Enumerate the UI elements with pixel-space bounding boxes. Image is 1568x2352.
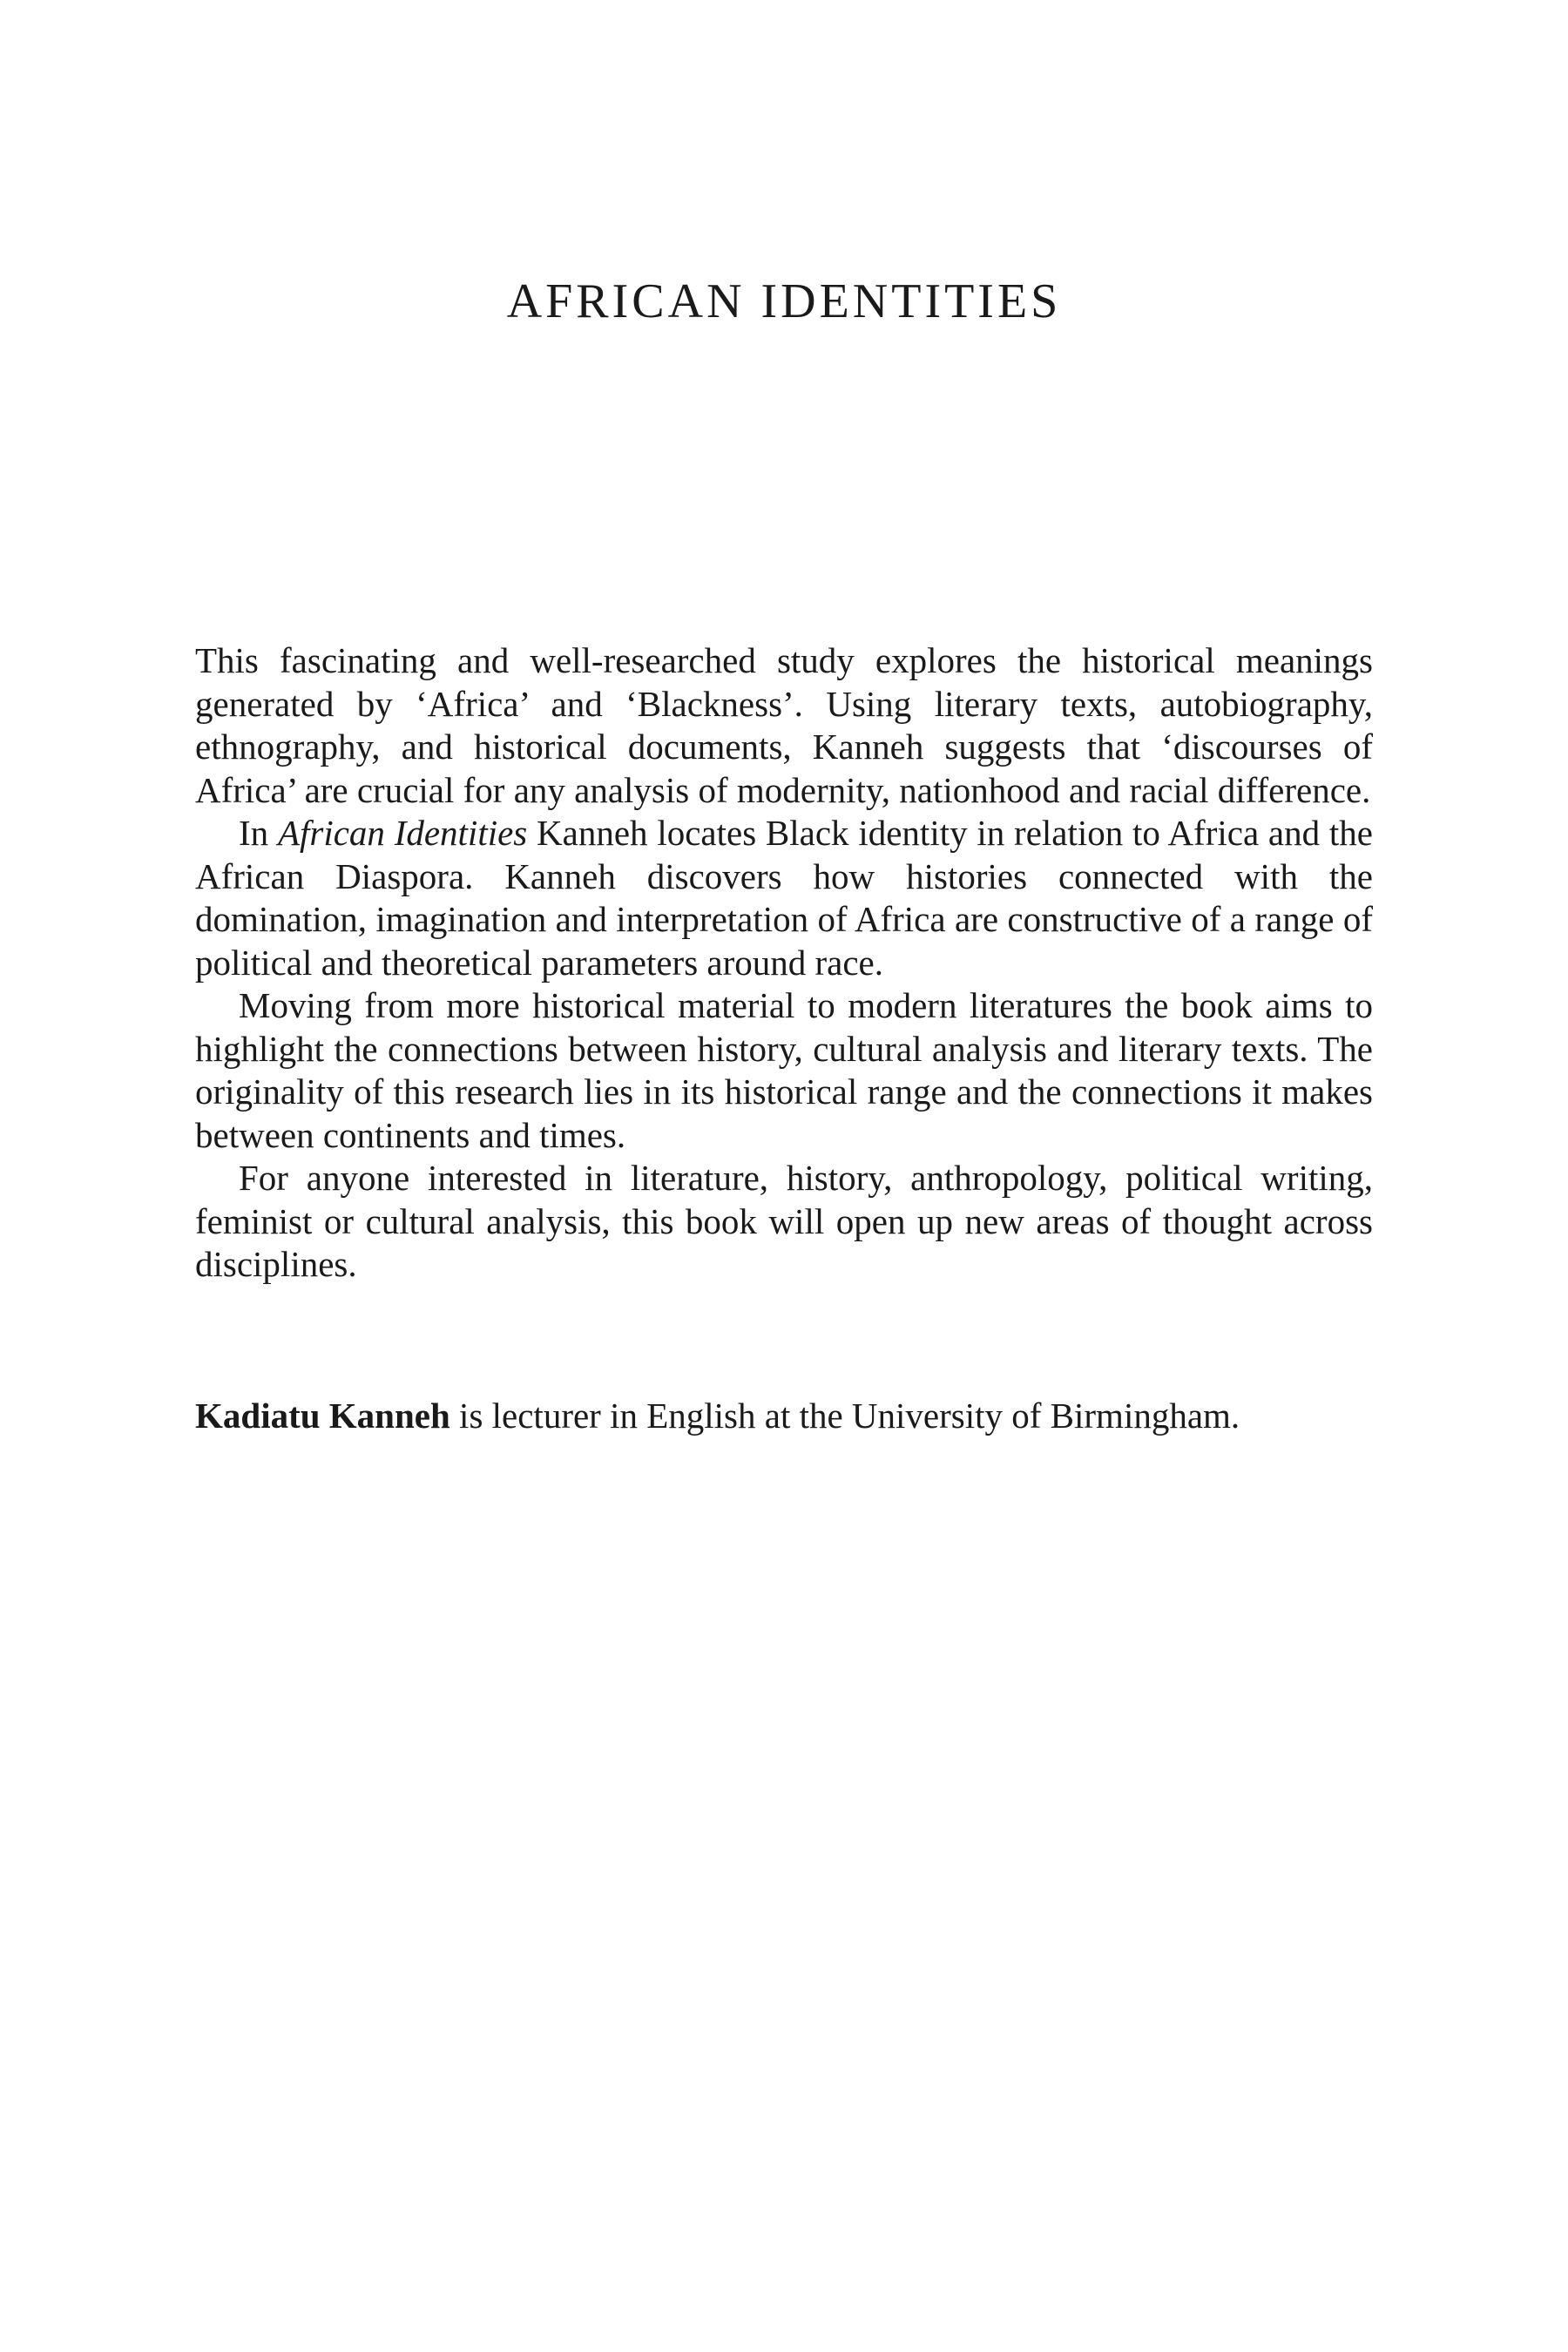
author-bio-text: is lecturer in English at the University of Birmingham. (449, 1396, 1240, 1436)
author-name: Kadiatu Kanneh (195, 1396, 450, 1436)
blurb-paragraph-1: This fascinating and well-researched study explores the historical meanings generated by ‘Africa’ and ‘Blackness’. Using literary texts, autobiography, ethnography, and historical documents, Kanneh suggests that ‘discourses of Africa’ are crucial for any analysis of modernity, nationhood and racial difference. (195, 640, 1373, 810)
blurb-paragraph-3: Moving from more historical material to modern literatures the book aims to highlight the connections between history, cultural analysis and literary texts. The originality of this research lies in its historical range and the connections it makes between continents and times. (195, 985, 1373, 1155)
blurb-paragraph-4: For anyone interested in literature, history, anthropology, political writing, feminist or cultural analysis, this book will open up new areas of thought across disciplines. (195, 1158, 1373, 1284)
book-title-italic: African Identities (277, 813, 528, 853)
page-title: AFRICAN IDENTITIES (506, 274, 1062, 328)
blurb-paragraph-2-prefix: In (239, 813, 278, 853)
blurb-paragraph-2 (195, 812, 1373, 984)
author-bio (195, 1395, 1373, 1438)
blurb (195, 639, 1373, 1287)
blurb-paragraph-2-rest: Kanneh locates Black identity in relation to Africa and the African Diaspora. Kanneh discovers how histories connected with the domination, imagination and interpretation of Africa are constructive of a range of political and theoretical parameters around race. (195, 813, 1373, 983)
